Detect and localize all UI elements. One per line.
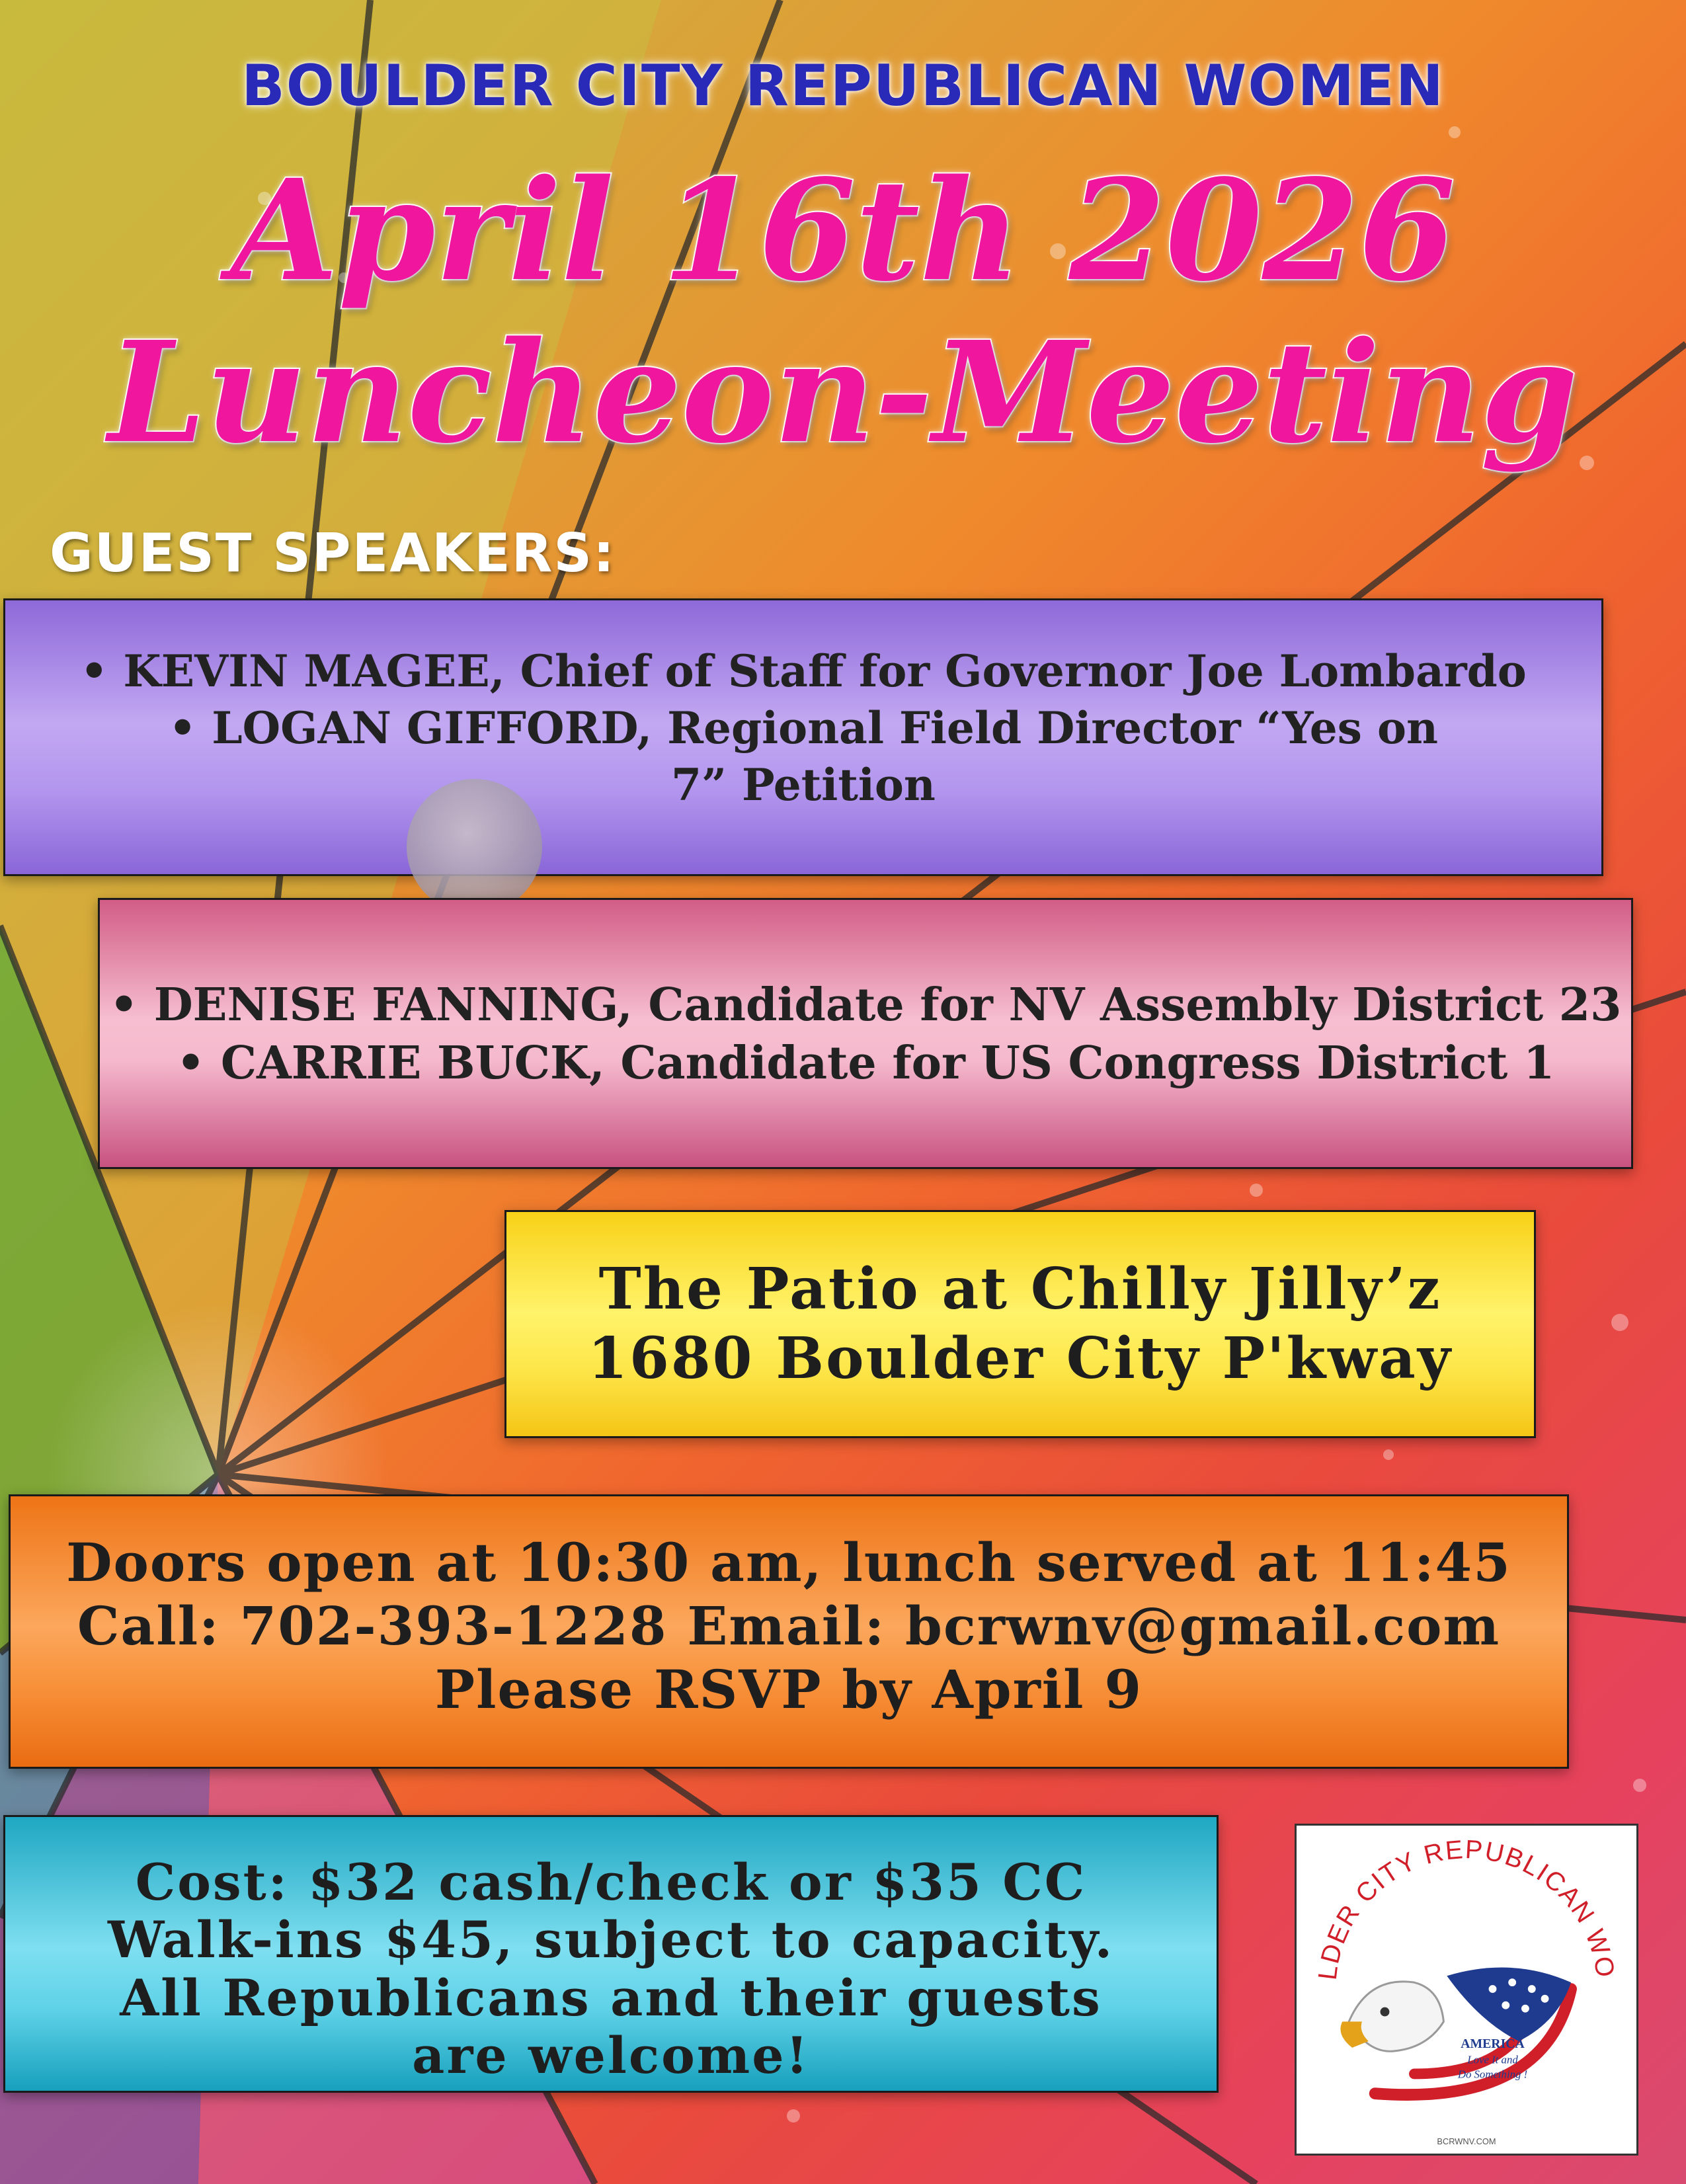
logo-motto-1: AMERICA: [1461, 2036, 1525, 2051]
dot-marker: [407, 779, 542, 914]
event-date: April 16th 2026: [230, 149, 1456, 312]
speakers-panel-2: [98, 898, 1633, 1169]
schedule-panel: [9, 1494, 1569, 1769]
speaker-item: • KEVIN MAGEE, Chief of Staff for Governor Joe Lombardo: [80, 645, 1527, 697]
rsvp-deadline: Please RSVP by April 9: [434, 1658, 1143, 1720]
doors-time: Doors open at 10:30 am, lunch served at 11:45: [66, 1531, 1511, 1594]
welcome-line-2: are welcome!: [412, 2026, 810, 2085]
org-title: BOULDER CITY REPUBLICAN WOMEN: [241, 53, 1445, 119]
cost-panel: [3, 1815, 1219, 2093]
speakers-panel-1: [3, 598, 1603, 876]
venue-address: 1680 Boulder City P'kway: [588, 1324, 1453, 1392]
logo-motto-2: Love It and: [1467, 2053, 1518, 2066]
speakers-heading: GUEST SPEAKERS:: [50, 522, 616, 584]
speaker-item: • CARRIE BUCK, Candidate for US Congress District 1: [176, 1037, 1555, 1090]
bcrw-logo: [1295, 1824, 1638, 2156]
speaker-item: • LOGAN GIFFORD, Regional Field Director “Yes on 7” Petition: [169, 702, 1438, 811]
speaker-item: • DENISE FANNING, Candidate for NV Assembly District 23: [109, 979, 1622, 1031]
logo-motto-3: Do Something !: [1457, 2068, 1528, 2081]
cost-line: Cost: $32 cash/check or $35 CC: [135, 1853, 1087, 1912]
event-title: Luncheon-Meeting: [108, 311, 1578, 474]
logo-site: BCRWNV.COM: [1437, 2136, 1496, 2147]
logo-arc-text: LDER CITY REPUBLICAN WO: [1312, 1834, 1621, 1982]
svg-text:BOULDER CITY REPUBLICAN WOMEN: [1297, 1826, 1620, 1982]
welcome-line: All Republicans and their guests: [120, 1968, 1102, 2027]
venue-name: The Patio at Chilly Jilly’z: [598, 1256, 1442, 1322]
contact-info: Call: 702-393-1228 Email: bcrwnv@gmail.com: [77, 1595, 1501, 1657]
walkin-line: Walk-ins $45, subject to capacity.: [107, 1910, 1115, 1970]
venue-panel: [504, 1210, 1536, 1438]
eagle-flag-icon: [1297, 1826, 1636, 2154]
